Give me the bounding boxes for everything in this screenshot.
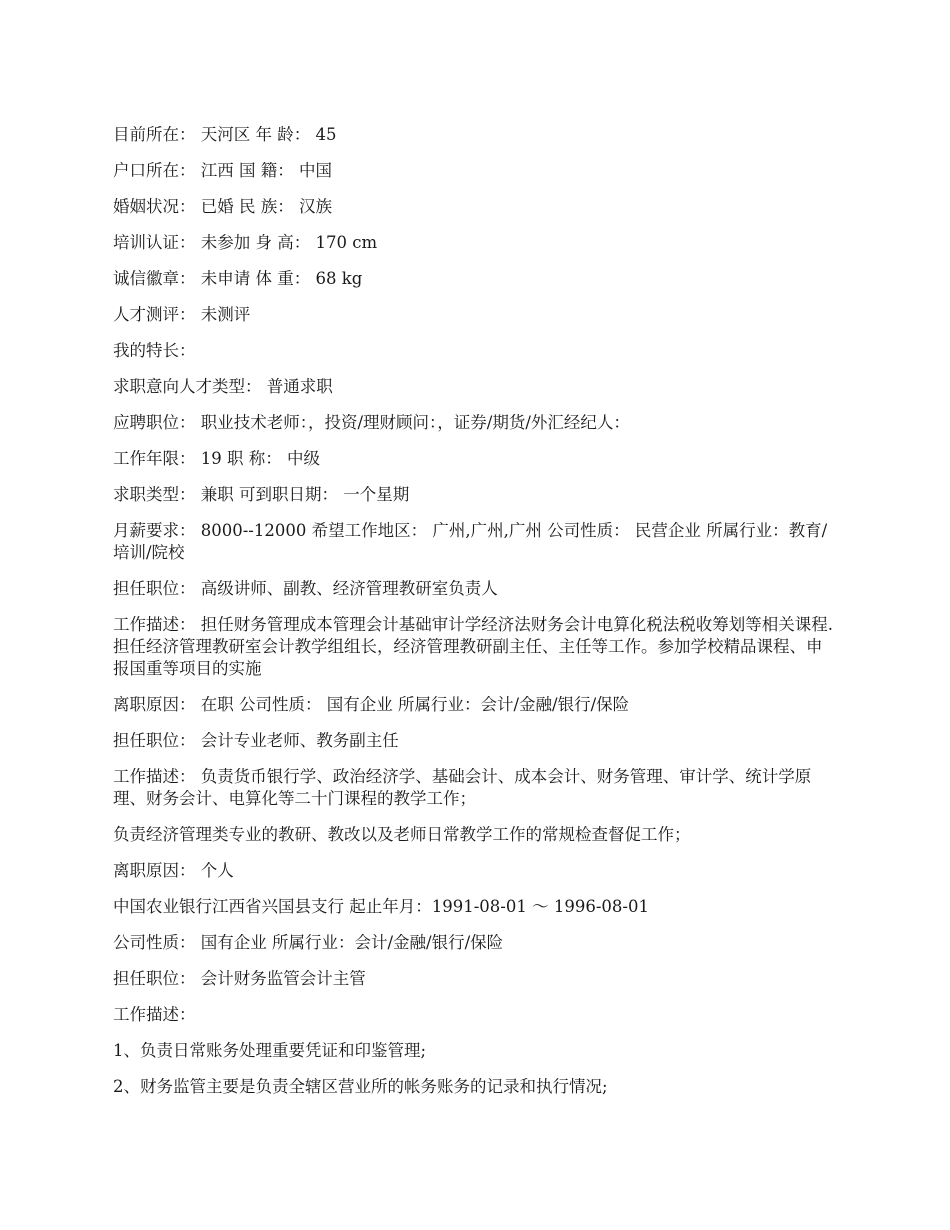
- job-description-1: 工作描述： 担任财务管理成本管理会计基础审计学经济法财务会计电算化税法税收筹划等相关课程.担任经济管理教研室会计教学组组长，经济管理教研副主任、主任等工作。参加学校精品课程、申报国重等项目的实施: [113, 615, 833, 678]
- current-location-age: 目前所在： 天河区 年 龄： 45: [113, 125, 337, 144]
- specialties: 我的特长：: [113, 341, 196, 360]
- salary-location-industry: 月薪要求： 8000--12000 希望工作地区： 广州,广州,广州 公司性质： 民营企业 所属行业：教育/培训/院校: [113, 521, 828, 562]
- credit-weight: 诚信徽章： 未申请 体 重： 68 kg: [113, 269, 363, 288]
- job-seeking-type: 求职意向人才类型： 普通求职: [113, 377, 333, 396]
- job-description-2-cont: 负责经济管理类专业的教研、教改以及老师日常教学工作的常规检查督促工作；: [113, 825, 691, 844]
- marital-ethnicity: 婚姻状况： 已婚 民 族： 汉族: [113, 197, 332, 216]
- work-years-title: 工作年限： 19 职 称： 中级: [113, 449, 320, 468]
- leave-reason-1: 离职原因： 在职 公司性质： 国有企业 所属行业：会计/金融/银行/保险: [113, 695, 630, 714]
- job-type-availability: 求职类型： 兼职 可到职日期： 一个星期: [113, 485, 410, 504]
- applied-positions: 应聘职位： 职业技术老师：，投资/理财顾问：，证券/期货/外汇经纪人：: [113, 413, 630, 432]
- position-3: 担任职位： 会计财务监管会计主管: [113, 969, 366, 988]
- hukou-nationality: 户口所在： 江西 国 籍： 中国: [113, 161, 332, 180]
- duty-item-2: 2、财务监管主要是负责全辖区营业所的帐务账务的记录和执行情况;: [113, 1077, 608, 1096]
- resume-body: [113, 124, 833, 1112]
- talent-assessment: 人才测评： 未测评: [113, 305, 251, 324]
- leave-reason-2: 离职原因： 个人: [113, 861, 234, 880]
- position-2: 担任职位： 会计专业老师、教务副主任: [113, 731, 399, 750]
- employer-3-period: 中国农业银行江西省兴国县支行 起止年月：1991-08-01 ～ 1996-08-01: [113, 897, 650, 916]
- job-description-3-label: 工作描述：: [113, 1005, 196, 1024]
- training-height: 培训认证： 未参加 身 高： 170 cm: [113, 233, 378, 252]
- company-nature-3: 公司性质： 国有企业 所属行业：会计/金融/银行/保险: [113, 933, 504, 952]
- position-1: 担任职位： 高级讲师、副教、经济管理教研室负责人: [113, 579, 498, 598]
- duty-item-1: 1、负责日常账务处理重要凭证和印鉴管理;: [113, 1041, 427, 1060]
- job-description-2: 工作描述： 负责货币银行学、政治经济学、基础会计、成本会计、财务管理、审计学、统计学原理、财务会计、电算化等二十门课程的教学工作；: [113, 767, 812, 808]
